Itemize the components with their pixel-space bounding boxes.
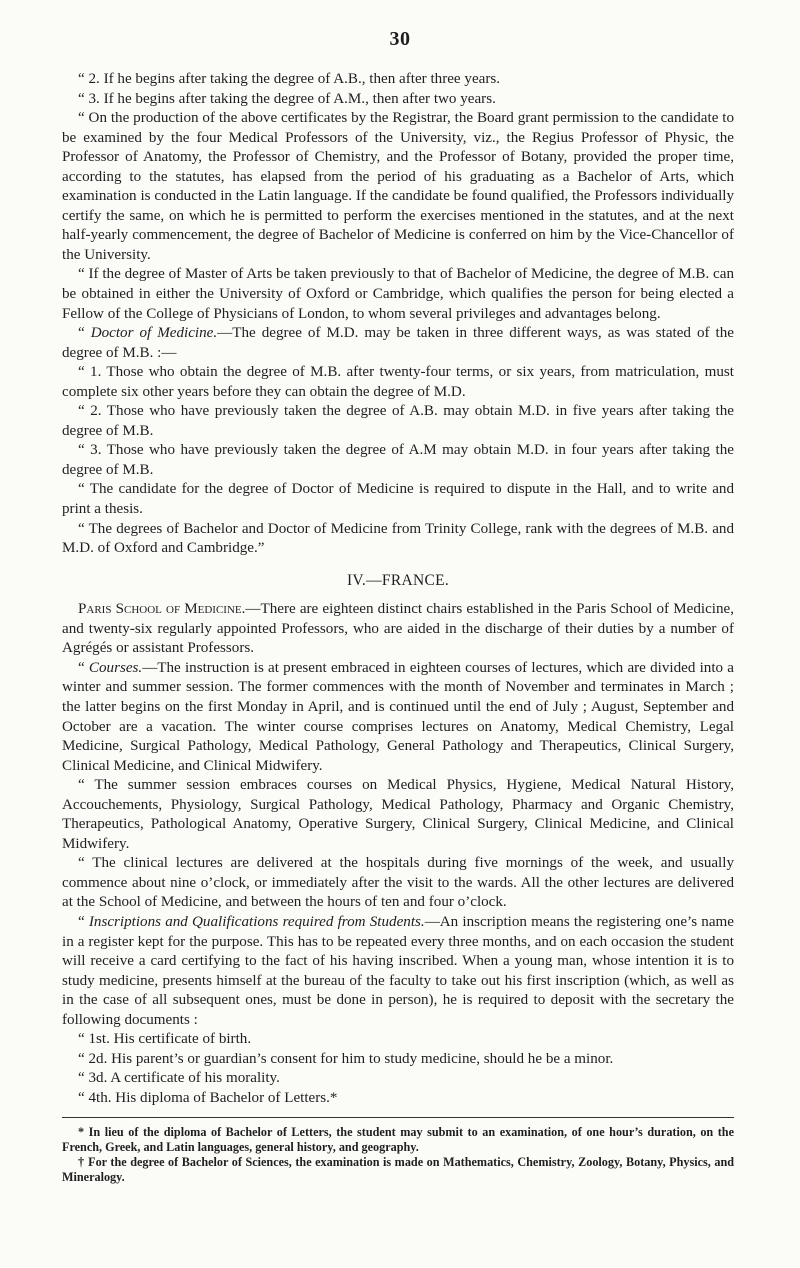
paragraph: “ 1. Those who obtain the degree of M.B. after twenty-four terms, or six years, from matriculation, must complete six other years before they can obtain the degree of M.D. [62,364,734,400]
quote-mark: “ [78,913,89,930]
inscriptions-heading: Inscriptions and Qualifications required from Students. [88,913,425,930]
doctor-of-medicine-text: —The degree of M.D. may be taken in three different ways, as was stated of the degree of M.B. :— [62,325,734,361]
paragraph: “ If the degree of Master of Arts be taken previously to that of Bachelor of Medicine, the degree of M.B. can be obtained in either the University of Oxford or Cambridge, which qualifies the person for being elected a Fellow of the College of Physicians of London, to whom several privileges and advantages belong. [62,266,734,322]
courses-text: —The instruction is at present embraced in eighteen courses of lectures, which are divided into a winter and summer session. The former commences with the month of November and terminates in March ; the latter begins on the first Monday in April, and is continued until the end of July ; August, September and October are a vacation. The winter course comprises lectures on Anatomy, Medical Chemistry, Legal Medicine, Surgical Pathology, Medical Pathology, General Pathology and Therapeutics, Clinical Surgery, Clinical Medicine, and Clinical Midwifery. [62,659,734,774]
footnote: † For the degree of Bachelor of Sciences, the examination is made on Mathematics, Chemistry, Zoology, Botany, Physics, and Mineralogy. [62,1155,734,1185]
doctor-of-medicine-heading: Doctor of Medicine. [90,325,218,342]
list-item: “ 1st. His certificate of birth. [78,1031,252,1048]
paragraph: “ The clinical lectures are delivered at the hospitals during five mornings of the week, and usually commence about nine o’clock, or immediately after the visit to the wards. All the other lectures are delivered at the School of Medicine, and between the hours of ten and four o’clock. [62,855,734,911]
paris-school-text: —There are eighteen distinct chairs established in the Paris School of Medicine, and twenty-six regularly appointed Professors, who are aided in the discharge of their duties by a number of Agrégés or assistant Professors. [62,601,734,657]
courses-heading: Courses. [88,659,143,676]
section-heading: IV.—FRANCE. [346,571,450,589]
courses-paragraph [62,659,734,776]
list-item: “ 4th. His diploma of Bachelor of Letters.* [78,1089,338,1106]
list-item: “ 3d. A certificate of his morality. [78,1070,280,1087]
paragraph: “ 2. Those who have previously taken the degree of A.B. may obtain M.D. in five years after taking the degree of M.B. [62,403,734,439]
doctor-of-medicine-paragraph [62,324,734,363]
page-number: 30 [389,28,411,50]
paris-school-heading: Paris School of Medicine. [78,601,246,618]
paragraph: “ On the production of the above certificates by the Registrar, the Board grant permission to the candidate to be examined by the four Medical Professors of the University, viz., the Regius Professor of Physic, the Professor of Anatomy, the Professor of Chemistry, and the Professor of Botany, provided the proper time, according to the statutes, has elapsed from the period of his graduating as a Bachelor of Arts, which examination is conducted in the Latin language. If the candidate be found qualified, the Professors individually certify the same, on which he is permitted to perform the exercises mentioned in the statutes, and at the next half-yearly commencement, the degree of Bachelor of Medicine is conferred on him by the Vice-Chancellor of the University. [62,110,734,263]
paragraph: “ 3. If he begins after taking the degree of A.M., then after two years. [78,90,496,107]
quote-mark: “ [78,325,91,342]
footnote-divider [62,1117,734,1118]
footnote: * In lieu of the diploma of Bachelor of Letters, the student may submit to an examination, of one hour’s duration, on the French, Greek, and Latin languages, general history, and geography. [62,1125,734,1155]
paris-school-paragraph [62,600,734,659]
inscriptions-text: —An inscription means the registering one’s name in a register kept for the purpose. This has to be repeated every three months, and on each occasion the student will receive a card certifying to the fact of his having inscribed. When a young man, whose intention it is to study medicine, presents himself at the bureau of the faculty to take out his first inscription (which, as well as in the case of all subsequent ones, must be done in person), he is required to deposit with the secretary the following documents : [62,913,734,1028]
paragraph: “ The candidate for the degree of Doctor of Medicine is required to dispute in the Hall, and to write and print a thesis. [62,481,734,518]
paragraph: “ 3. Those who have previously taken the degree of A.M may obtain M.D. in four years after taking the degree of M.B. [62,442,734,478]
footnotes [62,1125,734,1185]
inscriptions-paragraph [62,913,734,1030]
paragraph: “ 2. If he begins after taking the degree of A.B., then after three years. [78,71,501,87]
list-item: “ 2d. His parent’s or guardian’s consent for him to study medicine, should he be a minor. [78,1050,614,1067]
paragraph: “ The degrees of Bachelor and Doctor of Medicine from Trinity College, rank with the degrees of M.B. and M.D. of Oxford and Cambridge.” [62,520,734,557]
quote-mark: “ [78,659,89,676]
body-text [62,70,734,1185]
paragraph: “ The summer session embraces courses on Medical Physics, Hygiene, Medical Natural History, Accouchements, Physiology, Surgical Pathology, Medical Pathology, Pharmacy and Organic Chemistry, Therapeutics, Pathological Anatomy, Operative Surgery, Clinical Surgery, Clinical Medicine, and Clinical Midwifery. [62,777,734,852]
